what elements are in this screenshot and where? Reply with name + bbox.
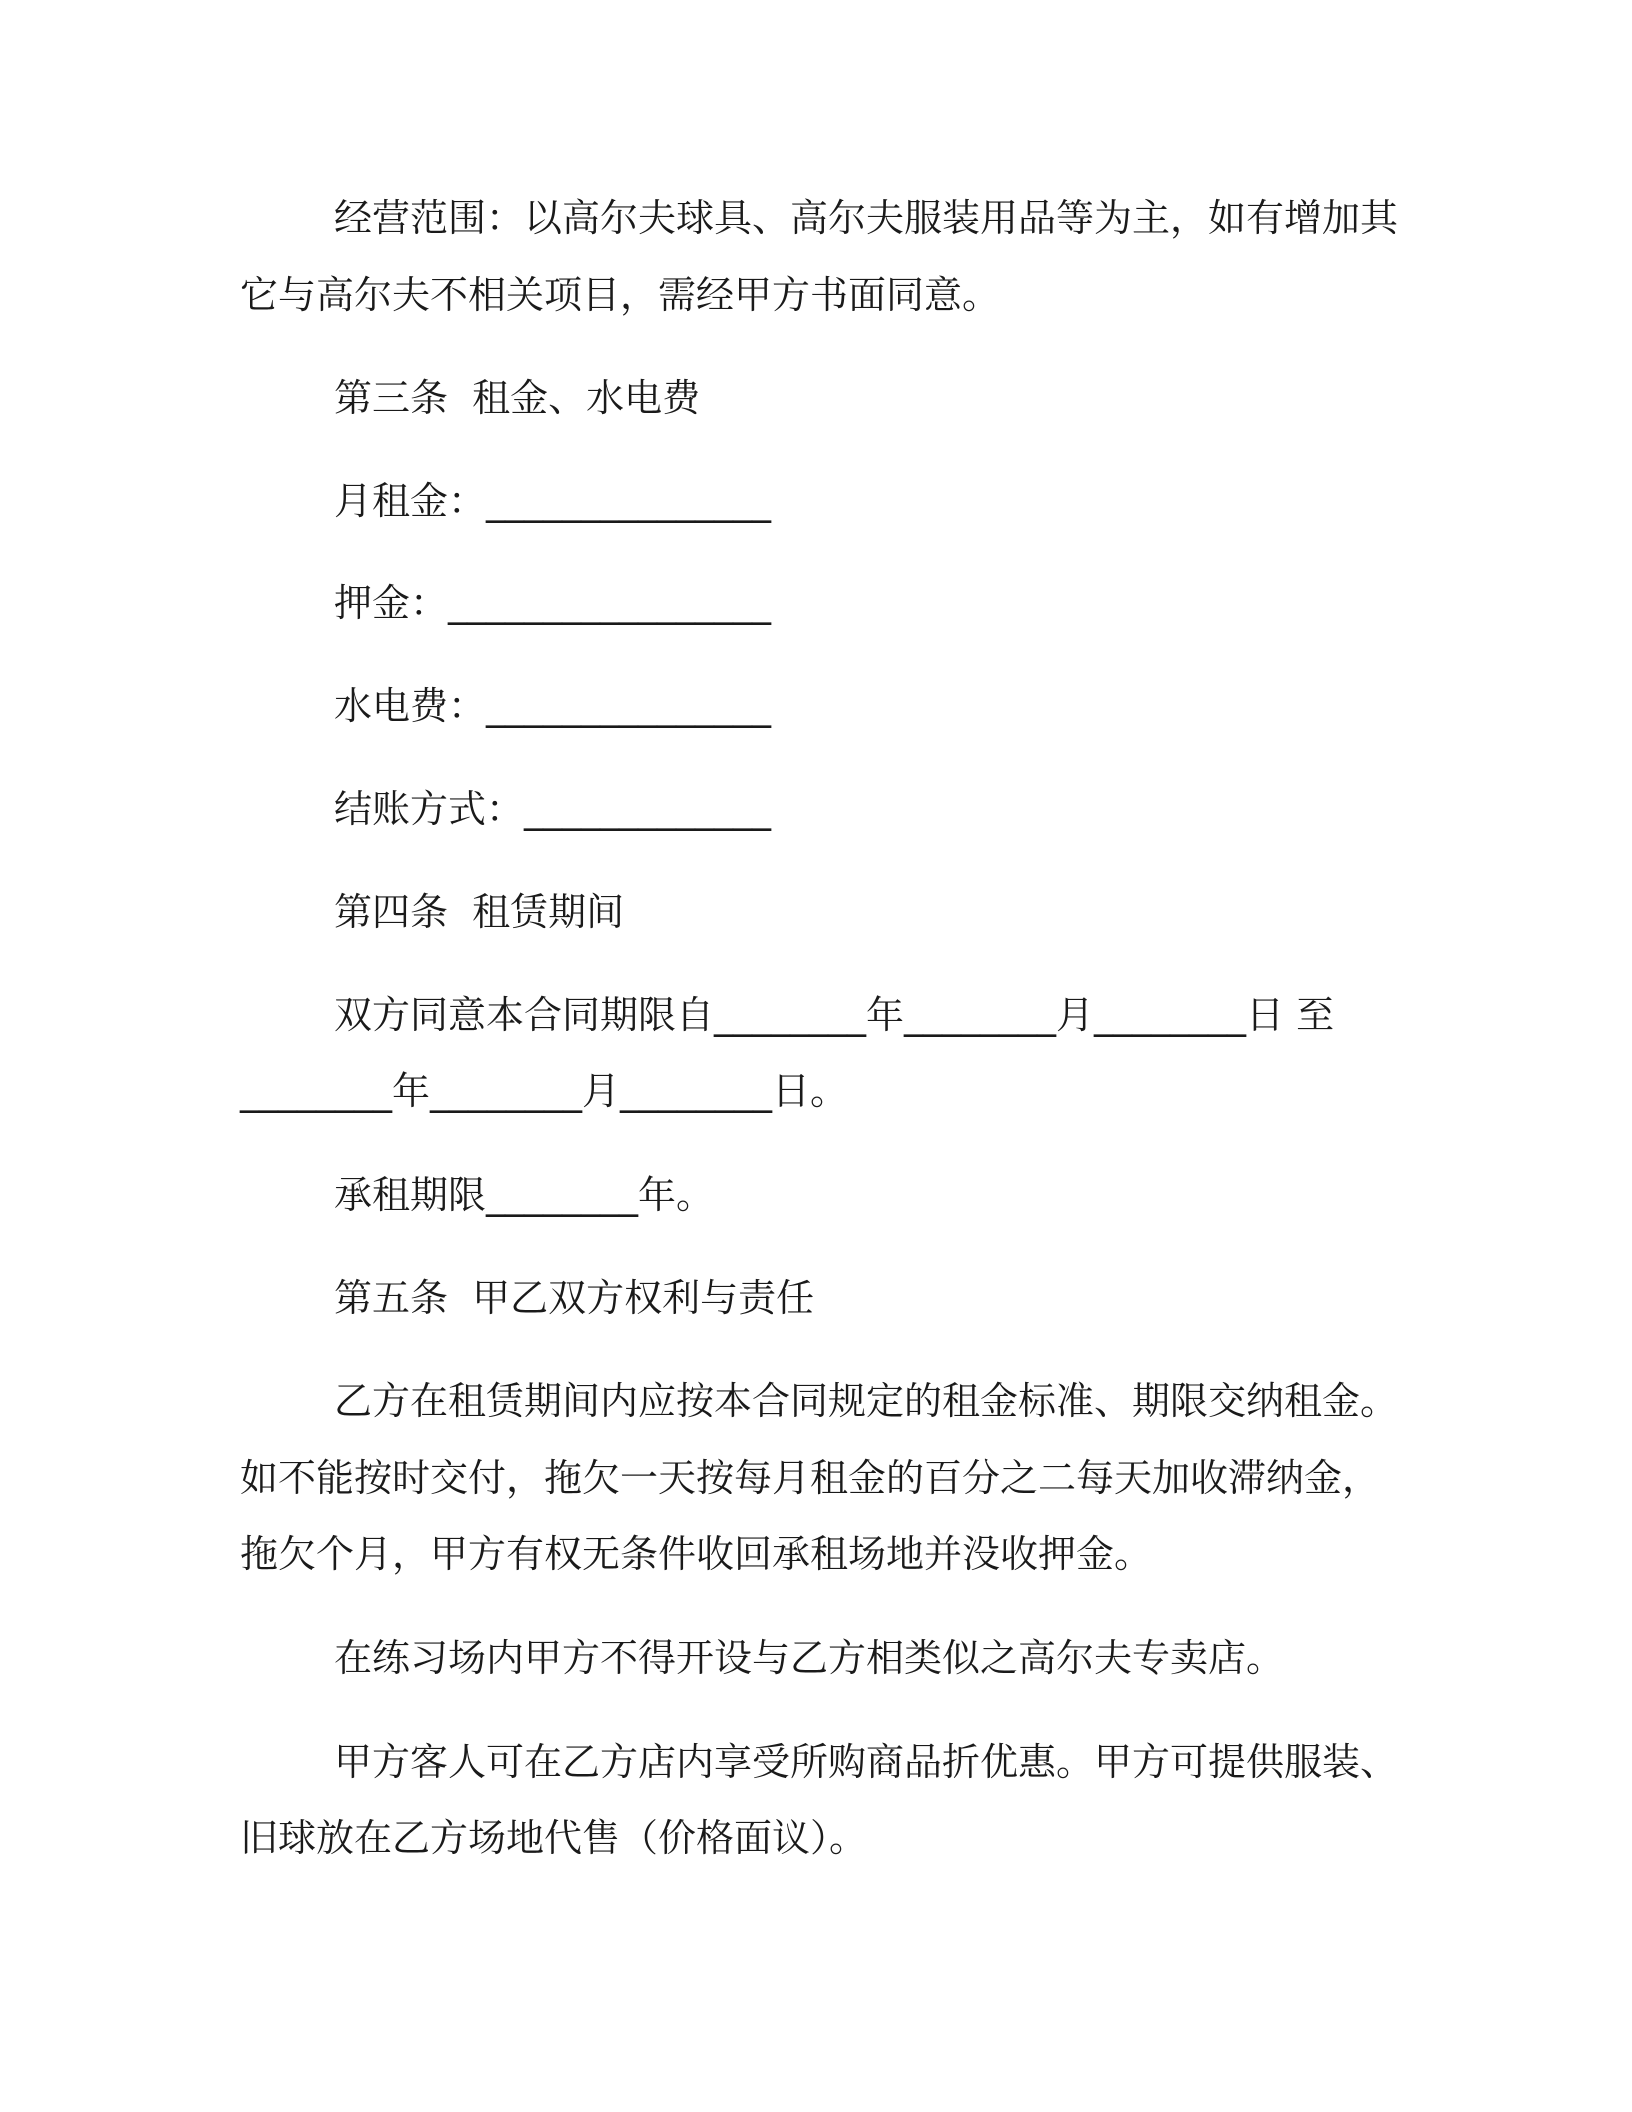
deposit-field: 押金：_________________	[334, 581, 772, 625]
lease-term-years: 承租期限________年。	[334, 1173, 715, 1217]
utilities-field: 水电费：_______________	[334, 684, 772, 728]
non-compete-clause: 在练习场内甲方不得开设与乙方相类似之高尔夫专卖店。	[334, 1636, 1285, 1680]
monthly-rent-field: 月租金：_______________	[334, 479, 772, 523]
rent-obligation-line-3: 拖欠个月，甲方有权无条件收回承租场地并没收押金。	[240, 1532, 1153, 1576]
discount-clause-line-1: 甲方客人可在乙方店内享受所购商品折优惠。甲方可提供服装、	[334, 1740, 1399, 1784]
term-period-line-1: 双方同意本合同期限自________年________月________日 至	[334, 993, 1335, 1037]
settlement-method-field: 结账方式：_____________	[334, 787, 772, 831]
term-period-line-2: ________年________月________日。	[240, 1069, 849, 1113]
discount-clause-line-2: 旧球放在乙方场地代售（价格面议）。	[240, 1816, 868, 1860]
article-5-heading: 第五条 甲乙双方权利与责任	[334, 1276, 815, 1320]
business-scope-line-1: 经营范围：以高尔夫球具、高尔夫服装用品等为主，如有增加其	[334, 196, 1399, 240]
article-3-heading: 第三条 租金、水电费	[334, 376, 701, 420]
business-scope-line-2: 它与高尔夫不相关项目，需经甲方书面同意。	[240, 273, 1001, 317]
article-4-heading: 第四条 租赁期间	[334, 890, 625, 934]
rent-obligation-line-1: 乙方在租赁期间内应按本合同规定的租金标准、期限交纳租金。	[334, 1379, 1399, 1423]
rent-obligation-line-2: 如不能按时交付，拖欠一天按每月租金的百分之二每天加收滞纳金，	[240, 1456, 1381, 1500]
